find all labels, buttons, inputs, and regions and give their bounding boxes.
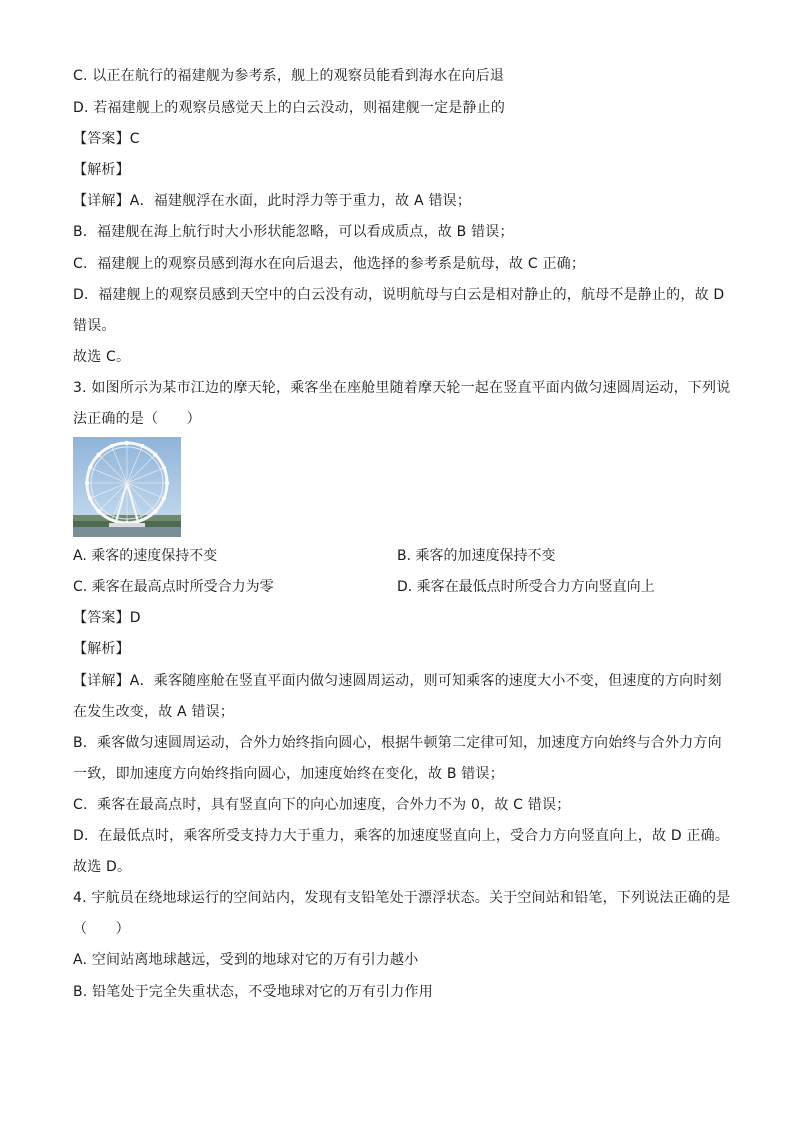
q2-detail-d-line2: 错误。	[73, 318, 116, 334]
q4-option-a: A. 空间站离地球越远，受到的地球对它的万有引力越小	[73, 952, 419, 968]
q4-option-b: B. 铅笔处于完全失重状态，不受地球对它的万有引力作用	[73, 984, 433, 1000]
q3-option-d: D. 乘客在最低点时所受合力方向竖直向上	[397, 579, 655, 595]
q3-option-b: B. 乘客的加速度保持不变	[397, 548, 556, 564]
q2-option-d: D. 若福建舰上的观察员感觉天上的白云没动，则福建舰一定是静止的	[73, 100, 506, 116]
q2-conclusion: 故选 C。	[73, 349, 131, 365]
q3-option-a: A. 乘客的速度保持不变	[73, 548, 218, 564]
q3-detail-b-line2: 一致，即加速度方向始终指向圆心，加速度始终在变化，故 B 错误；	[73, 766, 504, 782]
q2-detail-a: 【详解】A．福建舰浮在水面，此时浮力等于重力，故 A 错误；	[73, 193, 472, 209]
q2-option-c: C. 以正在航行的福建舰为参考系，舰上的观察员能看到海水在向后退	[73, 68, 505, 84]
q3-stem-line1: 3. 如图所示为某市江边的摩天轮，乘客坐在座舱里随着摩天轮一起在竖直平面内做匀速圆周运动，下列说	[73, 380, 731, 396]
q3-option-c: C. 乘客在最高点时所受合力为零	[73, 579, 274, 595]
q3-stem-line2: 法正确的是（ ）	[73, 411, 201, 427]
ferris-wheel-icon	[73, 437, 181, 537]
q3-conclusion: 故选 D。	[73, 859, 132, 875]
q3-analysis: 【解析】	[73, 641, 130, 657]
q2-detail-c: C．福建舰上的观察员感到海水在向后退去，他选择的参考系是航母，故 C 正确；	[73, 256, 586, 272]
q2-detail-d-line1: D．福建舰上的观察员感到天空中的白云没有动，说明航母与白云是相对静止的，航母不是静止的，故 D	[73, 287, 725, 303]
q3-detail-b-line1: B．乘客做匀速圆周运动，合外力始终指向圆心，根据牛顿第二定律可知，加速度方向始终与合外力方向	[73, 735, 722, 751]
q2-detail-b: B．福建舰在海上航行时大小形状能忽略，可以看成质点，故 B 错误；	[73, 224, 514, 240]
q3-detail-a-line2: 在发生改变，故 A 错误；	[73, 704, 235, 720]
q3-detail-d: D．在最低点时，乘客所受支持力大于重力，乘客的加速度竖直向上，受合力方向竖直向上，故 D 正确。	[73, 828, 730, 844]
ferris-wheel-photo	[73, 437, 181, 537]
q2-analysis: 【解析】	[73, 162, 130, 178]
q3-detail-c: C．乘客在最高点时，具有竖直向下的向心加速度，合外力不为 0，故 C 错误；	[73, 797, 571, 813]
q4-stem-line2: （ ）	[73, 921, 130, 937]
q4-stem-line1: 4. 宇航员在绕地球运行的空间站内，发现有支铅笔处于漂浮状态。关于空间站和铅笔，下列说法正确的是	[73, 890, 731, 906]
q3-detail-a-line1: 【详解】A．乘客随座舱在竖直平面内做匀速圆周运动，则可知乘客的速度大小不变，但速度的方向时刻	[73, 673, 722, 689]
q3-answer: 【答案】D	[73, 610, 141, 626]
q2-answer: 【答案】C	[73, 131, 140, 147]
